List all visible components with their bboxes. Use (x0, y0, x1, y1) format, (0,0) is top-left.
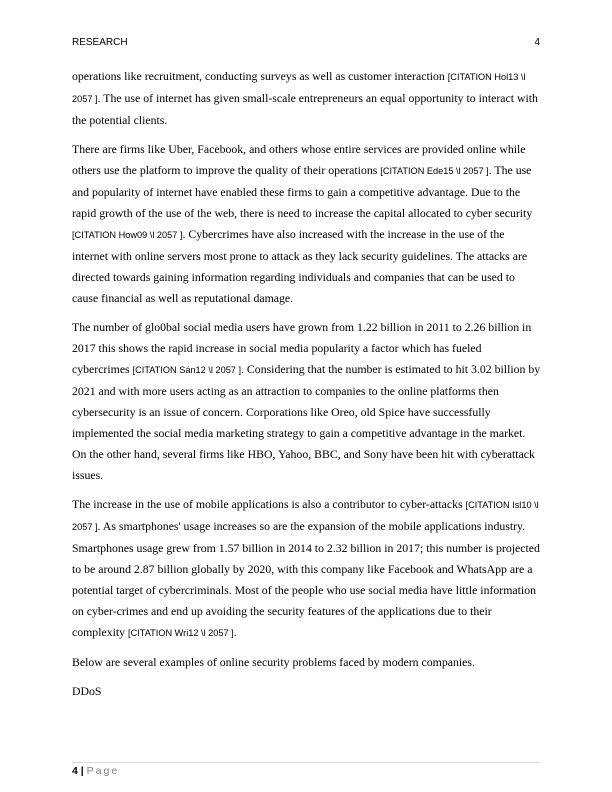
running-title: RESEARCH (72, 37, 128, 48)
paragraph-text: operations like recruitment, conducting surveys as well as customer interaction (72, 69, 448, 83)
paragraph-3 (72, 317, 542, 486)
page-footer (72, 762, 540, 778)
paragraph-2 (72, 139, 542, 309)
page-header (72, 36, 540, 50)
header-page-number: 4 (534, 37, 540, 48)
footer-page-number: 4 (72, 765, 78, 777)
paragraph-text: . As smartphones' usage increases so are the expansion of the mobile applications industry. Smartphones usage grew from 1.57 billion in 2014 to 2.32 billion in 2017; this number is projected to be around 2.87 billion globally by 2020, with this company like Facebook and WhatsApp are a potential target of cybercriminals. Most of the people who use social media have little information on cyber-crimes and end up avoiding the security features of the applications due to their complexity (72, 519, 540, 639)
heading-ddos: DDoS (72, 684, 102, 698)
citation-field: [CITATION Hol13 \l 2057 ] (72, 72, 526, 104)
paragraph-1 (72, 66, 542, 131)
citation-field: [CITATION Sán12 \l 2057 ] (132, 365, 242, 375)
footer-page-label: Page (86, 765, 120, 777)
citation-field: [CITATION How09 \l 2057 ] (72, 230, 183, 240)
paragraph-text: . (233, 625, 237, 639)
citation-field: [CITATION Ede15 \l 2057 ] (380, 166, 489, 176)
paragraph-text: There are firms like Uber, Facebook, and others whose entire services are provided online while others use the platform to improve the quality of their operations (72, 142, 526, 177)
citation-field: [CITATION Wri12 \l 2057 ] (128, 628, 234, 638)
footer-separator: | (80, 765, 84, 777)
paragraph-text: The number of glo0bal social media users have grown from 1.22 billion in 2011 to 2.26 billion in 2017 this shows the rapid increase in social media popularity a factor which has fueled cybercrimes (72, 320, 532, 376)
paragraph-text: . Considering that the number is estimated to hit 3.02 billion by 2021 and with more users acting as an attraction to companies to the online platforms then cybersecurity is an issue of concern. Corporations like Oreo, old Spice have successfully implemented the social media marketing strategy to gain a competitive advantage in the market. On the other hand, several firms like HBO, Yahoo, BBC, and Sony have been hit with cyberattack issues. (72, 362, 541, 482)
paragraph-4 (72, 494, 542, 644)
paragraph-5: Below are several examples of online security problems faced by modern companies. (72, 655, 475, 669)
document-body (72, 66, 542, 710)
paragraph-text: . The use of internet has given small-scale entrepreneurs an equal opportunity to interact with the potential clients. (72, 91, 538, 127)
paragraph-text: The increase in the use of mobile applications is also a contributor to cyber-attacks (72, 497, 466, 511)
citation-field: [CITATION Isl10 \l 2057 ] (72, 500, 539, 532)
paragraph-text: . Cybercrimes have also increased with the increase in the use of the internet with online servers most prone to attack as they lack security guidelines. The attacks are directed towards gaining information regarding individuals and companies that can be used to cause financial as well as reputational damage. (72, 227, 528, 305)
paragraph-text: . The use and popularity of internet have enabled these firms to gain a competitive advantage. Due to the rapid growth of the use of the web, there is need to increase the capital allocated to cyber security (72, 163, 533, 220)
